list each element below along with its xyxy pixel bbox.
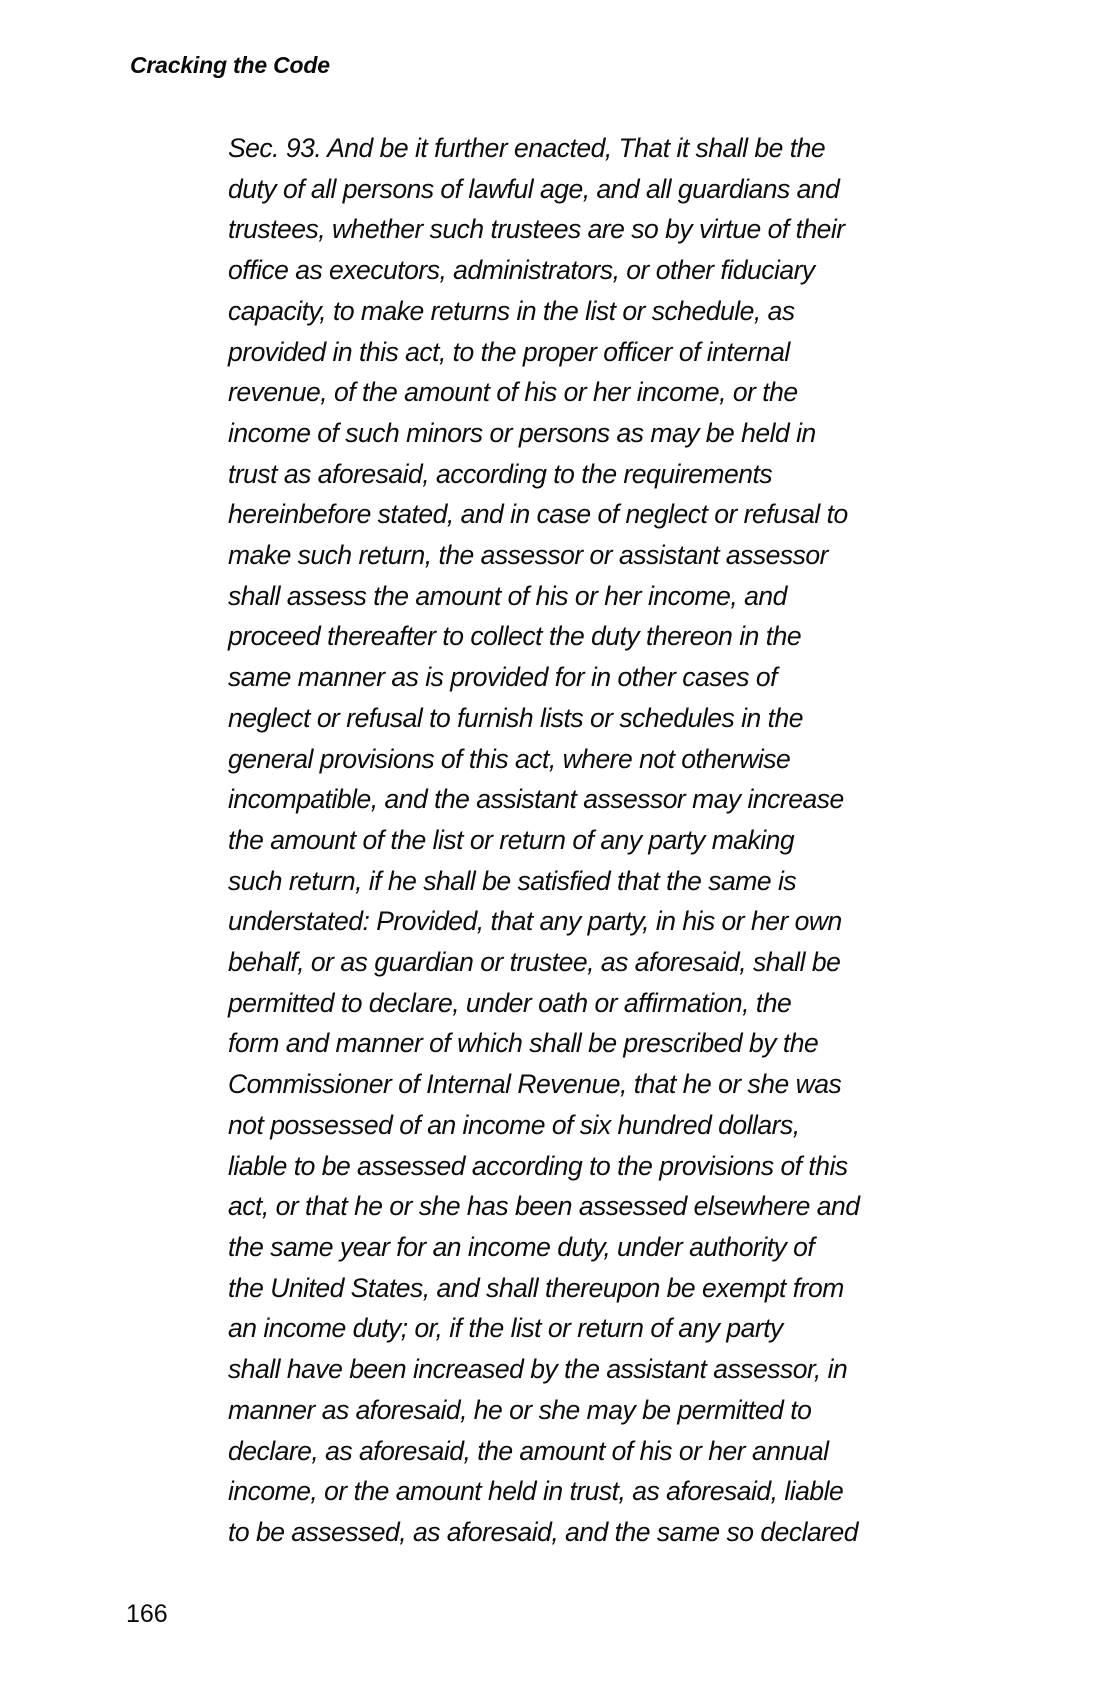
- quote-line: the United States, and shall thereupon be exempt from: [228, 1272, 844, 1303]
- statute-quote-sec-93: [228, 128, 908, 1553]
- quote-line: manner as aforesaid, he or she may be permitted to: [228, 1394, 812, 1425]
- page-number: 166: [126, 1600, 168, 1628]
- quote-line: shall have been increased by the assistant assessor, in: [228, 1354, 848, 1385]
- quote-line: shall assess the amount of his or her income, and: [228, 580, 787, 611]
- quote-line: Commissioner of Internal Revenue, that he or she was: [228, 1069, 842, 1100]
- quote-line: duty of all persons of lawful age, and all guardians and: [228, 173, 840, 204]
- quote-line: Sec. 93. And be it further enacted, That it shall be the: [228, 133, 826, 163]
- quote-line: declare, as aforesaid, the amount of his or her annual: [228, 1435, 829, 1466]
- quote-line: act, or that he or she has been assessed elsewhere and: [228, 1191, 860, 1222]
- quote-line: trust as aforesaid, according to the requirements: [228, 458, 773, 489]
- quote-line: income, or the amount held in trust, as aforesaid, liable: [228, 1476, 844, 1507]
- quote-line: income of such minors or persons as may be held in: [228, 417, 816, 448]
- quote-line: the same year for an income duty, under authority of: [228, 1231, 815, 1262]
- quote-line: provided in this act, to the proper officer of internal: [228, 336, 790, 367]
- quote-line: the amount of the list or return of any party making: [228, 824, 795, 855]
- quote-line: neglect or refusal to furnish lists or schedules in the: [228, 702, 803, 733]
- quote-line: not possessed of an income of six hundred dollars,: [228, 1109, 800, 1140]
- quote-line: an income duty; or, if the list or return of any party: [228, 1313, 783, 1344]
- quote-line: such return, if he shall be satisfied that the same is: [228, 865, 797, 896]
- quote-line: incompatible, and the assistant assessor may increase: [228, 784, 844, 815]
- quote-line: behalf, or as guardian or trustee, as aforesaid, shall be: [228, 947, 841, 978]
- quote-line: revenue, of the amount of his or her income, or the: [228, 377, 798, 408]
- quote-line: understated: Provided, that any party, in his or her own: [228, 906, 842, 937]
- quote-line: to be assessed, as aforesaid, and the same so declared: [228, 1516, 859, 1547]
- quote-line: same manner as is provided for in other cases of: [228, 662, 777, 693]
- quote-line: permitted to declare, under oath or affirmation, the: [228, 987, 792, 1018]
- quote-line: liable to be assessed according to the provisions of this: [228, 1150, 848, 1181]
- quote-line: hereinbefore stated, and in case of neglect or refusal to: [228, 499, 848, 530]
- quote-line: trustees, whether such trustees are so by virtue of their: [228, 214, 845, 245]
- quote-line: capacity, to make returns in the list or schedule, as: [228, 295, 795, 326]
- quote-line: make such return, the assessor or assistant assessor: [228, 540, 828, 571]
- quote-line: office as executors, administrators, or other fiduciary: [228, 255, 815, 286]
- running-header: Cracking the Code: [130, 52, 330, 78]
- quote-line: form and manner of which shall be prescribed by the: [228, 1028, 819, 1059]
- quote-line: proceed thereafter to collect the duty thereon in the: [228, 621, 802, 652]
- quote-line: general provisions of this act, where not otherwise: [228, 743, 791, 774]
